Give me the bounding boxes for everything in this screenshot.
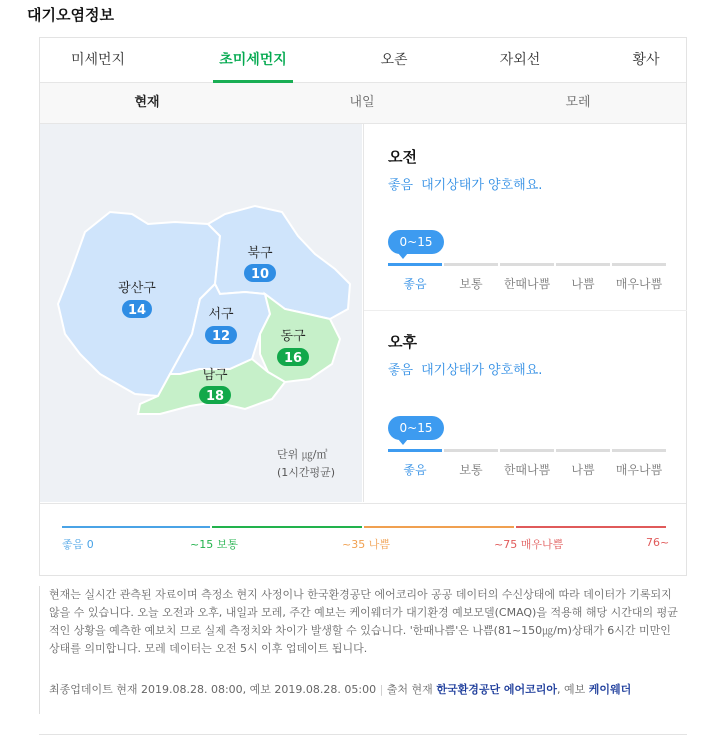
forecast-am-scale: [388, 263, 668, 303]
source-sep: , 예보: [557, 683, 586, 696]
forecast-am-grade-line: [388, 174, 542, 193]
forecast-am-grade: 좋음: [388, 178, 414, 193]
map-label-nam: 남구: [202, 368, 228, 383]
map-label-buk: 북구: [247, 246, 273, 261]
map-value-nam: 18: [205, 389, 225, 404]
legend-label-max: 76~: [646, 536, 670, 549]
unit-label: 단위 ㎍/㎥: [277, 448, 328, 461]
info-notes: [39, 586, 687, 696]
legend-label-good: 좋음 0: [62, 538, 94, 551]
pm-scale-seg-1: [388, 449, 442, 452]
forecast-am-label: 오전: [388, 148, 417, 166]
legend-label-very-bad: ~75 매우나쁨: [494, 538, 564, 551]
pm-scale-seg-3: [500, 449, 554, 452]
forecast-pm-range: 0~15: [388, 416, 444, 440]
source-link-kweather[interactable]: 케이웨더: [588, 683, 632, 696]
subtab-tomorrow[interactable]: 내일: [349, 95, 375, 110]
am-scale-label-5: 매우나쁨: [615, 277, 663, 291]
map-value-dong: 16: [283, 351, 303, 366]
pollutant-tabs: [40, 38, 686, 83]
notes-text: 현재는 실시간 관측된 자료이며 측정소 현지 사정이나 한국환경공단 에어코리아 공공 데이터의 수신상태에 따라 데이터가 기록되지 않을 수 있습니다. 오늘 오전과 오후, 내일과 모레, 주간 예보는 케이웨더가 대기환경 예보모델(CMAQ)을 적용해 해당 시간대의 평균적인 상황을 예측한 예보치 므로 실제 측정치와 차이가 발생할 수 있습니다. '한때나쁨'은 나쁨(81~150㎍/m)상태가 6시간 미만인 상태를 의미합니다. 모레 데이터는 오전 5시 이후 업데이트 됩니다.: [49, 588, 678, 655]
tab-ozone[interactable]: 오존: [380, 52, 408, 68]
legend-bar-good: [62, 526, 210, 528]
map-label-gwangsan: 광산구: [118, 281, 156, 296]
forecast-pm-grade: 좋음: [388, 363, 414, 378]
am-scale-label-1: 좋음: [403, 277, 427, 291]
forecast-pm-label: 오후: [388, 333, 417, 351]
forecast-panel: [363, 124, 687, 502]
tab-fine-dust[interactable]: 미세먼지: [70, 52, 126, 68]
pm-scale-label-5: 매우나쁨: [615, 463, 663, 477]
forecast-pm-grade-line: [388, 359, 542, 378]
am-scale-label-4: 나쁨: [571, 277, 595, 291]
tab-ultrafine-dust[interactable]: 초미세먼지: [213, 38, 293, 82]
am-scale-label-3: 한때나쁨: [503, 277, 551, 291]
pm-scale-label-1: 좋음: [403, 463, 427, 477]
source-prefix: 출처 현재: [386, 683, 433, 696]
legend-bar-very-bad: [516, 526, 666, 528]
am-scale-seg-4: [556, 263, 610, 266]
tab-yellow-dust[interactable]: 황사: [632, 52, 660, 68]
map-label-dong: 동구: [280, 329, 306, 344]
forecast-divider: [364, 310, 687, 311]
grade-legend: [40, 503, 686, 576]
map-label-seo: 서구: [208, 307, 234, 322]
tab-uv[interactable]: 자외선: [499, 52, 541, 68]
forecast-pm-scale: [388, 449, 668, 489]
update-time: 최종업데이트 현재 2019.08.28. 08:00, 예보 2019.08.28. 05:00: [49, 683, 377, 696]
pm-scale-label-4: 나쁨: [571, 463, 595, 477]
map-value-seo: 12: [211, 329, 231, 344]
am-scale-label-2: 보통: [459, 277, 483, 291]
bottom-divider: [39, 734, 687, 735]
pm-scale-label-2: 보통: [459, 463, 483, 477]
district-map: [40, 124, 362, 502]
air-quality-panel: [39, 37, 687, 576]
unit-info: [277, 446, 335, 482]
am-scale-seg-2: [444, 263, 498, 266]
notes-divider: [39, 586, 40, 714]
map-value-buk: 10: [250, 267, 270, 282]
forecast-am-range: 0~15: [388, 230, 444, 254]
legend-bar-bad: [364, 526, 514, 528]
update-info: 최종업데이트 현재 2019.08.28. 08:00, 예보 2019.08.28. 05:00 | 출처 현재 한국환경공단 에어코리아, 예보 케이웨더: [49, 683, 632, 696]
avg-label: (1시간평균): [277, 466, 336, 479]
am-scale-seg-3: [500, 263, 554, 266]
map-value-gwangsan: 14: [127, 303, 147, 318]
forecast-am-message: 대기상태가 양호해요.: [421, 178, 543, 193]
subtab-day-after[interactable]: 모레: [565, 95, 591, 110]
pm-scale-seg-5: [612, 449, 666, 452]
legend-bar-normal: [212, 526, 362, 528]
day-tabs: [40, 83, 686, 124]
legend-label-bad: ~35 나쁨: [342, 538, 390, 551]
subtab-now[interactable]: 현재: [134, 95, 160, 110]
legend-label-normal: ~15 보통: [190, 538, 238, 551]
pm-scale-seg-4: [556, 449, 610, 452]
pm-scale-seg-2: [444, 449, 498, 452]
source-link-airkorea[interactable]: 한국환경공단 에어코리아: [436, 683, 558, 696]
page-title: 대기오염정보: [27, 6, 114, 24]
forecast-pm-message: 대기상태가 양호해요.: [421, 363, 543, 378]
pm-scale-label-3: 한때나쁨: [503, 463, 551, 477]
am-scale-seg-5: [612, 263, 666, 266]
am-scale-seg-1: [388, 263, 442, 266]
